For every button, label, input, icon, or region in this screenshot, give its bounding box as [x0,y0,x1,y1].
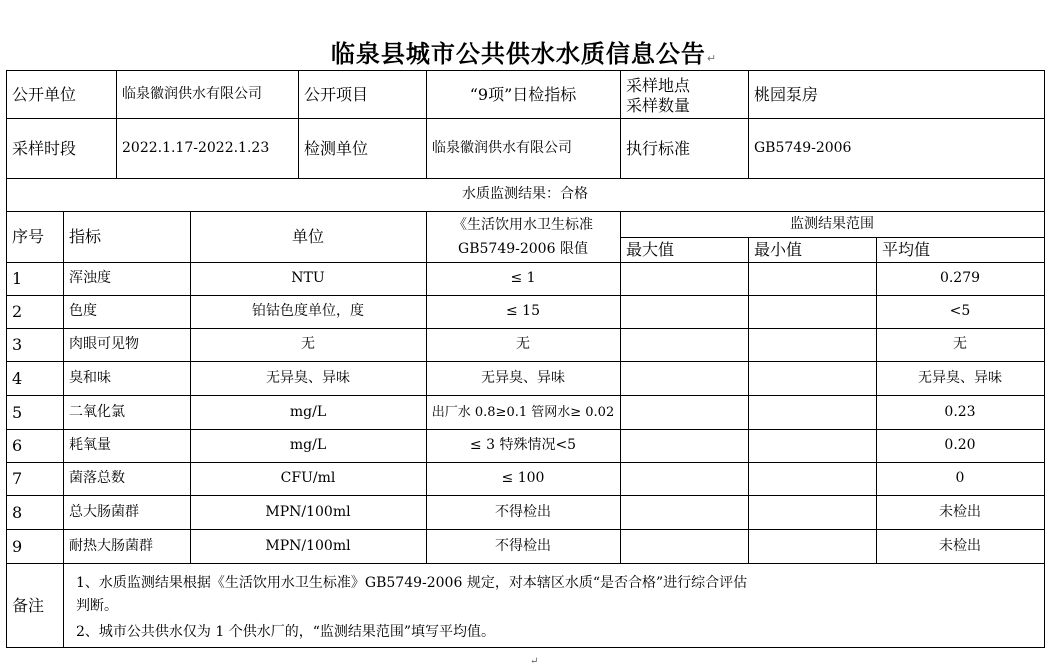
col-limit-line1: 《生活饮用水卫生标准 [453,216,593,233]
row-limit: ≤ 15 [506,303,540,319]
row-min [748,361,876,395]
col-no: 序号 [12,227,45,246]
row-limit: 不得检出 [495,503,551,520]
sample-place-value: 桃园泵房 [754,84,819,104]
row-indicator: 耗氧量 [69,437,111,453]
item-value: “9项”日检指标 [469,84,577,104]
page-title: 临泉县城市公共供水水质信息公告↵ [330,40,718,68]
publisher-value: 临泉徽润供水有限公司 [122,85,262,102]
table-rule [6,563,1045,564]
row-limit: 无异臭、异味 [481,369,565,386]
item-label: 公开项目 [304,84,369,104]
publisher-label: 公开单位 [12,84,77,104]
row-min [748,429,876,462]
row-avg: 0.23 [944,403,976,420]
row-no: 6 [12,436,23,455]
row-max [620,361,748,395]
col-unit: 单位 [291,227,324,246]
row-max [620,262,748,295]
row-limit: ≤ 1 [510,270,536,286]
row-unit: 无 [301,336,315,352]
standard-value: GB5749-2006 [754,139,852,156]
row-avg: 未检出 [939,503,981,520]
row-min [748,295,876,328]
row-no: 2 [12,302,23,321]
col-min: 最小值 [754,240,803,259]
col-max: 最大值 [626,240,675,259]
col-indicator: 指标 [69,227,102,246]
col-range: 监测结果范围 [790,215,874,232]
row-limit: ≤ 3 特殊情况<5 [469,437,577,453]
row-min [748,529,876,563]
footer-mark: ↵ [530,656,539,667]
row-limit: 出厂水 0.8≥0.1 管网水≥ 0.02 [431,404,615,420]
row-indicator: 臭和味 [69,369,111,386]
row-unit: NTU [291,270,325,286]
row-indicator: 菌落总数 [69,470,125,486]
notes-line2: 判断。 [76,597,118,614]
row-unit: mg/L [289,403,327,420]
row-indicator: 浑浊度 [69,270,111,286]
lab-label: 检测单位 [304,138,369,158]
result-banner: 水质监测结果：合格 [462,186,588,202]
col-avg: 平均值 [882,240,931,259]
row-min [748,262,876,295]
row-min [748,395,876,429]
sample-place-label: 采样地点 [626,76,691,94]
row-no: 8 [12,502,23,522]
row-unit: MPN/100ml [265,503,351,520]
row-limit: ≤ 100 [501,470,545,486]
table-rule [6,647,1045,648]
row-avg: 0.20 [944,437,976,453]
row-avg: 未检出 [939,537,981,554]
row-indicator: 总大肠菌群 [69,503,139,520]
row-unit: 无异臭、异味 [266,369,350,386]
row-max [620,529,748,563]
row-max [620,429,748,462]
row-avg: 无 [953,336,967,352]
row-min [748,495,876,529]
row-no: 9 [12,536,23,556]
row-unit: CFU/ml [280,470,336,486]
row-avg: <5 [949,303,971,319]
row-limit: 不得检出 [495,537,551,554]
row-indicator: 耐热大肠菌群 [69,537,153,554]
row-max [620,328,748,361]
row-limit: 无 [516,336,530,352]
row-max [620,395,748,429]
row-unit: MPN/100ml [265,537,351,554]
notes-label: 备注 [12,595,45,615]
row-avg: 无异臭、异味 [918,369,1002,386]
period-label: 采样时段 [12,138,77,158]
notes-line3: 2、城市公共供水仅为 1 个供水厂的，“监测结果范围”填写平均值。 [76,623,496,640]
row-min [748,462,876,495]
col-limit-line2: GB5749-2006 限值 [458,240,588,257]
row-max [620,495,748,529]
row-max [620,462,748,495]
row-avg: 0 [955,470,965,486]
sample-count-label: 采样数量 [626,96,691,114]
paragraph-mark: ↵ [706,52,718,65]
period-value: 2022.1.17-2022.1.23 [122,139,270,156]
row-avg: 0.279 [939,270,981,286]
standard-label: 执行标准 [626,138,691,158]
row-no: 4 [12,368,23,388]
notes-line1: 1、水质监测结果根据《生活饮用水卫生标准》GB5749-2006 规定，对本辖区水质“是否合格”进行综合评估 [76,574,748,591]
table-rule [1044,70,1045,647]
row-no: 7 [12,469,23,488]
row-unit: mg/L [289,437,327,453]
row-unit: 铂钴色度单位，度 [252,303,364,319]
row-max [620,295,748,328]
row-no: 5 [12,402,23,422]
row-no: 1 [12,269,23,288]
row-indicator: 色度 [69,303,97,319]
row-indicator: 肉眼可见物 [69,336,139,352]
row-no: 3 [12,335,23,354]
row-indicator: 二氧化氯 [69,403,125,420]
lab-value: 临泉徽润供水有限公司 [432,139,572,156]
row-min [748,328,876,361]
